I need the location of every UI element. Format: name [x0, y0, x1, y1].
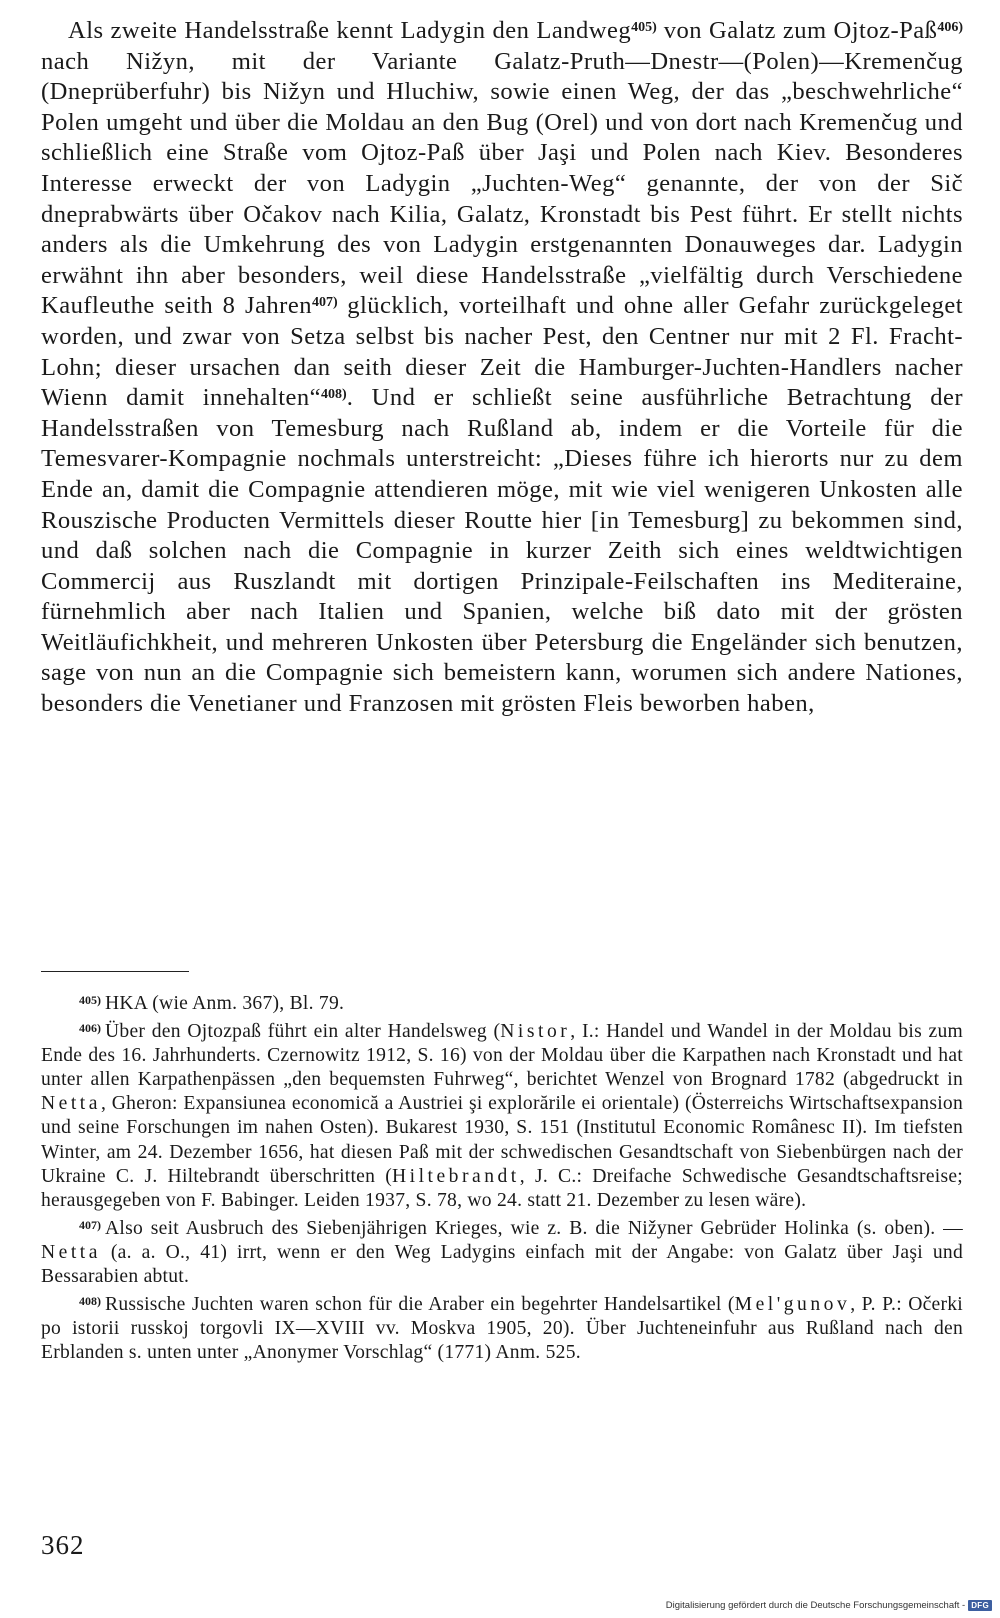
author-name: Netta [41, 1241, 101, 1263]
footnote-text: , I.: Handel und Wandel in der Moldau bis zum Ende des 16. Jahrhunderts. Czernowitz 1912, S. 16) von der Moldau über die Karpathen nach Kronstadt und hat unter allen Karpathenpässen „den bequemsten Fuhrweg“, berichtet Wenzel von Brognard 1782 (abgedruckt in [41, 1021, 964, 1091]
body-text-run: nach Nižyn, mit der Variante Galatz-Pruth—Dnestr—(Polen)—Kremenčug (Dneprüberfuhr) bis Nižyn und Hluchiw, sowie einen Weg, der das „beschwehrliche“ Polen umgeht und über die Moldau an den Bug (Orel) und von dort nach Kremenčug und schließlich eine Straße vom Ojtoz-Paß über Jaşi und Polen nach Kiev. Besonderes Interesse erweckt der von Ladygin „Juchten-Weg“ genannte, der von der Sič dneprabwärts über Očakov nach Kilia, Galatz, Kronstadt bis Pest führt. Er stellt nichts anders als die Umkehrung des von Ladygin erstgenannten Donauweges dar. Ladygin erwähnt ihn aber besonders, weil diese Handelsstraße „vielfältig durch Verschiedene Kaufleuthe seith 8 Jahren [41, 47, 963, 320]
page-number: 362 [41, 1530, 85, 1560]
footnote-405 [41, 988, 963, 1016]
author-name: Mel'gunov [734, 1294, 851, 1316]
footnote-text: , P. P.: Očerki po istorii russkoj torgovli IX—XVIII vv. Moskva 1905, 20). Über Juchteneinfuhr aus Rußland nach den Erblanden s. unten unter „Anonymer Vorschlag“ (1771) Anm. 525. [41, 1294, 963, 1364]
footnote-406 [41, 1016, 963, 1213]
body-text-run: glücklich, vorteilhaft und ohne aller Gefahr zurückgeleget worden, und zwar von Setza selbst bis nacher Pest, den Centner nur mit 2 Fl. Fracht-Lohn; dieser ursachen dan seith dieser Zeit die Hamburger-Juchten-Handlers nacher Wienn damit innehalten“ [41, 292, 963, 412]
footnote-ref-407[interactable]: 407) [311, 295, 338, 311]
footnote-marker: 405) [79, 993, 101, 1007]
footnote-text: Russische Juchten waren schon für die Araber ein begehrter Handelsartikel ( [105, 1294, 735, 1316]
footnote-ref-408[interactable]: 408) [321, 387, 347, 403]
footnote-text: Über den Ojtozpaß führt ein alter Handelsweg ( [105, 1021, 501, 1043]
author-name: Netta [41, 1093, 101, 1115]
body-text-run: von Galatz zum Ojtoz-Paß [656, 17, 938, 44]
footnote-marker: 406) [79, 1021, 101, 1036]
footnotes [41, 988, 963, 1365]
body-text-run: Als zweite Handelsstraße kennt Ladygin den Landweg [68, 17, 632, 44]
footnote-text: , Gheron: Expansiunea economică a Austriei şi explorările ei orientale) (Österreichs Wirtschaftsexpansion und seine Forschungen im nahen Osten). Bukarest 1930, S. 151 (Institutul Economic Românesc II). Im tiefsten Winter, am 24. Dezember 1656, hat diesen Paß mit der schwedischen Gesandtschaft von Siebenbürgen nach der Ukraine C. J. Hiltebrandt überschritten ( [41, 1093, 963, 1187]
footnote-text: (a. a. O., 41) irrt, wenn er den Weg Ladygins einfach mit der Angabe: von Galatz über Jaşi und Bessarabien abtut. [41, 1241, 963, 1288]
footnote-text: , J. C.: Dreifache Schwedische Gesandtschaftsreise; herausgegeben von F. Babinger. Leiden 1937, S. 78, wo 24. statt 21. Dezember zu lesen wäre). [41, 1165, 963, 1211]
credit-text: Digitalisierung gefördert durch die Deutsche Forschungsgemeinschaft - [665, 1600, 966, 1611]
footnote-ref-405[interactable]: 405) [631, 20, 657, 35]
footnote-ref-406[interactable]: 406) [937, 20, 963, 35]
footnote-407 [41, 1213, 963, 1289]
footnote-divider [41, 971, 189, 972]
body-text-run: . Und er schließt seine ausführliche Betrachtung der Handelsstraßen von Temesburg nach Rußland ab, indem er die Vorteile für die Temesvarer-Kompagnie nochmals unterstreicht: „Dieses führe ich hierorts nur zu dem Ende an, damit die Compagnie attendieren möge, mit wie viel wenigeren Unkosten alle Rouszische Producten Vermittels dieser Routte hier [in Temesburg] zu bekommen sind, und daß solchen nach die Compagnie in kurzer Zeith sich eines weldtwichtigen Commercij aus Ruszlandt mit dortigen Prinzipale-Feilschaften ins Mediteraine, fürnehmlich aber nach Italien und Spanien, welche biß dato mit der grösten Weitläufichkheit, und mehreren Unkosten über Petersburg die Engeländer sich benutzen, sage von nun an die Compagnie sich bemeistern kann, worumen sich andere Nationes, besonders die Venetianer und Franzosen mit grösten Fleis beworben haben, [41, 384, 963, 718]
footnote-408 [41, 1289, 963, 1365]
dfg-logo-icon: DFG [968, 1600, 992, 1611]
digitization-credit [666, 1600, 992, 1611]
author-name: Nistor [500, 1021, 571, 1043]
footnote-text: Also seit Ausbruch des Siebenjährigen Krieges, wie z. B. die Nižyner Gebrüder Holinka (s. oben). — [105, 1217, 963, 1239]
author-name: Hiltebrandt [392, 1165, 520, 1187]
footnote-marker: 407) [79, 1217, 101, 1232]
footnote-marker: 408) [79, 1294, 101, 1309]
body-paragraph [41, 16, 963, 720]
footnote-text: HKA (wie Anm. 367), Bl. 79. [105, 993, 345, 1014]
